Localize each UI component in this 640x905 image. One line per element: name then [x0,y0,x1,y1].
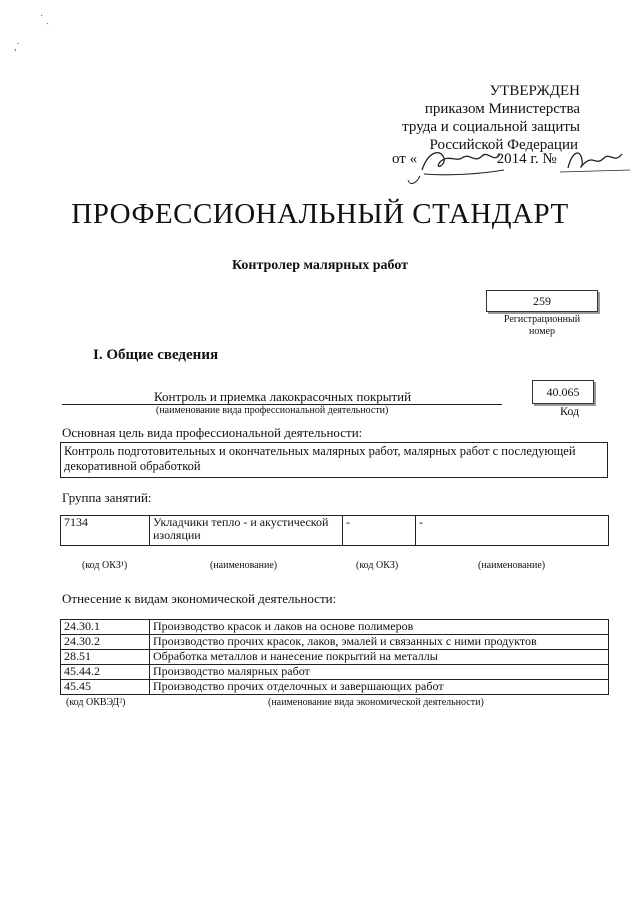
approval-line-2: приказом Министерства [424,101,580,117]
okved-name-caption: (наименование вида экономической деятельности) [268,697,484,708]
occupation-code-1: 7134 [61,516,150,546]
handwritten-date-signature [400,140,640,188]
code-caption: Код [560,404,580,418]
goal-label: Основная цель вида профессиональной деятельности: [62,425,363,440]
economic-label: Отнесение к видам экономической деятельности: [62,591,337,606]
table-row [61,516,609,546]
scan-speck: ,˙ [14,42,20,53]
economic-activity-table [60,619,609,695]
occupation-code-2: - [343,516,416,546]
okved-name: Производство красок и лаков на основе полимеров [150,620,609,635]
okz-code-caption: (код ОКЗ¹) [82,560,128,571]
table-row [61,680,609,695]
approval-line-4: Российской Федерации [429,137,578,153]
occupation-name-2: - [416,516,609,546]
okz-name-caption: (наименование) [210,560,278,571]
okz-name-caption-2: (наименование) [478,560,546,571]
standard-subtitle: Контролер малярных работ [231,258,409,273]
approval-line-1: УТВЕРЖДЕН [489,83,580,99]
okved-code: 28.51 [61,650,150,665]
okved-code: 45.45 [61,680,150,695]
goal-box [60,442,608,478]
approval-date-year: 2014 г. № [496,151,557,167]
activity-caption: (наименование вида профессиональной деятельности) [156,405,389,416]
table-row [61,620,609,635]
table-row [61,665,609,680]
okved-name: Производство прочих отделочных и завершающих работ [150,680,609,695]
registration-number-box [486,290,598,312]
page-title: ПРОФЕССИОНАЛЬНЫЙ СТАНДАРТ [71,198,569,230]
registration-number: 259 [533,294,551,308]
approval-date-prefix: от « [392,151,418,167]
goal-text: Контроль подготовительных и окончательных малярных работ, малярных работ с последующей декоративной обработкой [64,444,576,473]
activity-name: Контроль и приемка лакокрасочных покрытий [154,389,412,404]
activity-code-box [532,380,594,404]
okved-name: Обработка металлов и нанесение покрытий на металлы [150,650,609,665]
okved-code: 24.30.2 [61,635,150,650]
okved-code: 24.30.1 [61,620,150,635]
group-label: Группа занятий: [62,490,152,505]
section-heading: I. Общие сведения [93,347,219,363]
registration-caption-line2: номер [529,326,555,337]
table-row [61,635,609,650]
table-row [61,650,609,665]
approval-line-3: труда и социальной защиты [402,119,580,135]
okved-code-caption: (код ОКВЭД²) [66,697,126,708]
okz-code-caption-2: (код ОКЗ) [356,560,399,571]
activity-code: 40.065 [546,385,580,399]
registration-caption [486,314,598,338]
okved-code: 45.44.2 [61,665,150,680]
okved-name: Производство прочих красок, лаков, эмалей и связанных с ними продуктов [150,635,609,650]
scan-speck: ˙ ˎ [40,14,50,25]
occupation-group-table [60,515,609,546]
registration-caption-line1: Регистрационный [503,314,581,325]
okved-name: Производство малярных работ [150,665,609,680]
occupation-name-1: Укладчики тепло - и акустической изоляции [150,516,343,546]
